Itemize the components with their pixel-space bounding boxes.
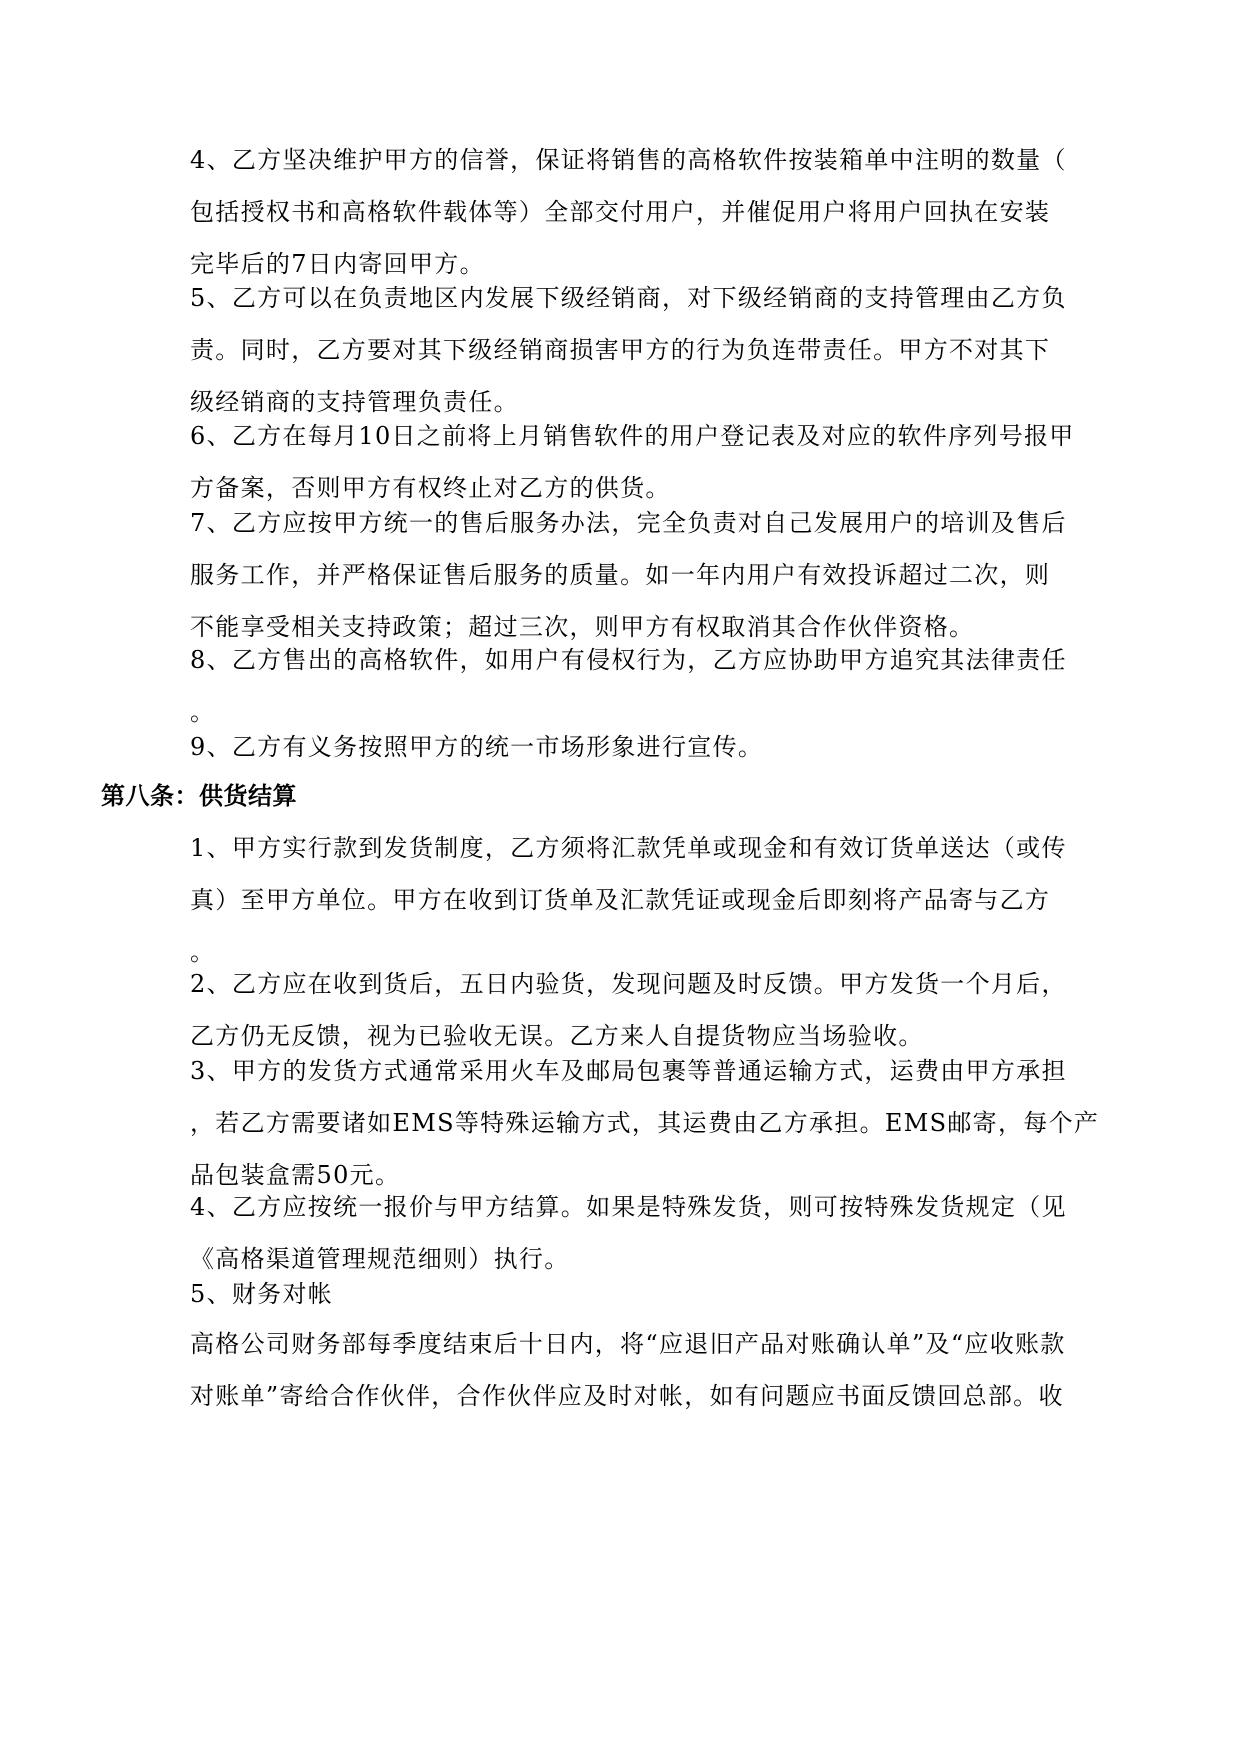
text-line: 完毕后的7日内寄回甲方。 (190, 250, 485, 278)
text-line: 包括授权书和高格软件载体等）全部交付用户，并催促用户将用户回执在安装 (190, 198, 1051, 226)
text-line: 方备案，否则甲方有权终止对乙方的供货。 (190, 474, 671, 502)
text-line: 品包装盒需50元。 (190, 1161, 401, 1189)
text-line: 4、乙方应按统一报价与甲方结算。如果是特殊发货，则可按特殊发货规定（见 (190, 1193, 1067, 1221)
text-line: 5、乙方可以在负责地区内发展下级经销商，对下级经销商的支持管理由乙方负 (190, 284, 1067, 312)
section8-heading: 第八条：供货结算 (101, 781, 297, 810)
text-line: 7、乙方应按甲方统一的售后服务办法，完全负责对自己发展用户的培训及售后 (190, 509, 1067, 537)
text-line: 真）至甲方单位。甲方在收到订货单及汇款凭证或现金后即刻将产品寄与乙方 (190, 886, 1051, 914)
text-line: 不能享受相关支持政策；超过三次，则甲方有权取消其合作伙伴资格。 (190, 613, 975, 641)
text-line: 服务工作，并严格保证售后服务的质量。如一年内用户有效投诉超过二次，则 (190, 561, 1051, 589)
text-line: 高格公司财务部每季度结束后十日内，将“应退旧产品对账确认单”及“应收账款 (190, 1330, 1066, 1358)
text-line: 6、乙方在每月10日之前将上月销售软件的用户登记表及对应的软件序列号报甲 (190, 422, 1075, 450)
text-line: 9、乙方有义务按照甲方的统一市场形象进行宣传。 (190, 733, 764, 761)
text-line: ，若乙方需要诸如EMS等特殊运输方式，其运费由乙方承担。EMS邮寄，每个产 (190, 1109, 1100, 1137)
text-line: 3、甲方的发货方式通常采用火车及邮局包裹等普通运输方式，运费由甲方承担 (190, 1057, 1067, 1085)
text-line: 级经销商的支持管理负责任。 (190, 388, 519, 416)
section7-item-7 (190, 497, 1067, 653)
text-line: 5、财务对帐 (190, 1280, 334, 1308)
section8-item-5 (190, 1268, 1060, 1320)
text-line: 。 (190, 938, 216, 966)
text-line: 《高格渠道管理规范细则）执行。 (190, 1245, 570, 1273)
section7-item-4 (190, 134, 1067, 290)
text-line: 乙方仍无反馈，视为已验收无误。乙方来人自提货物应当场验收。 (190, 1022, 924, 1050)
section8-item-5-body (190, 1318, 1066, 1422)
section7-item-5 (190, 272, 1067, 428)
section8-item-3 (190, 1045, 1100, 1201)
text-line: 1、甲方实行款到发货制度，乙方须将汇款凭单或现金和有效订货单送达（或传 (190, 834, 1067, 862)
section8-item-1 (190, 822, 1067, 978)
text-line: 。 (190, 698, 216, 726)
text-line: 2、乙方应在收到货后，五日内验货，发现问题及时反馈。甲方发货一个月后， (190, 970, 1067, 998)
text-line: 8、乙方售出的高格软件，如用户有侵权行为，乙方应协助甲方追究其法律责任 (190, 646, 1067, 674)
section7-item-9 (190, 721, 1060, 773)
text-line: 4、乙方坚决维护甲方的信誉，保证将销售的高格软件按装箱单中注明的数量（ (190, 146, 1067, 174)
text-line: 对账单”寄给合作伙伴，合作伙伴应及时对帐，如有问题应书面反馈回总部。收 (190, 1382, 1064, 1410)
text-line: 责。同时，乙方要对其下级经销商损害甲方的行为负连带责任。甲方不对其下 (190, 336, 1051, 364)
